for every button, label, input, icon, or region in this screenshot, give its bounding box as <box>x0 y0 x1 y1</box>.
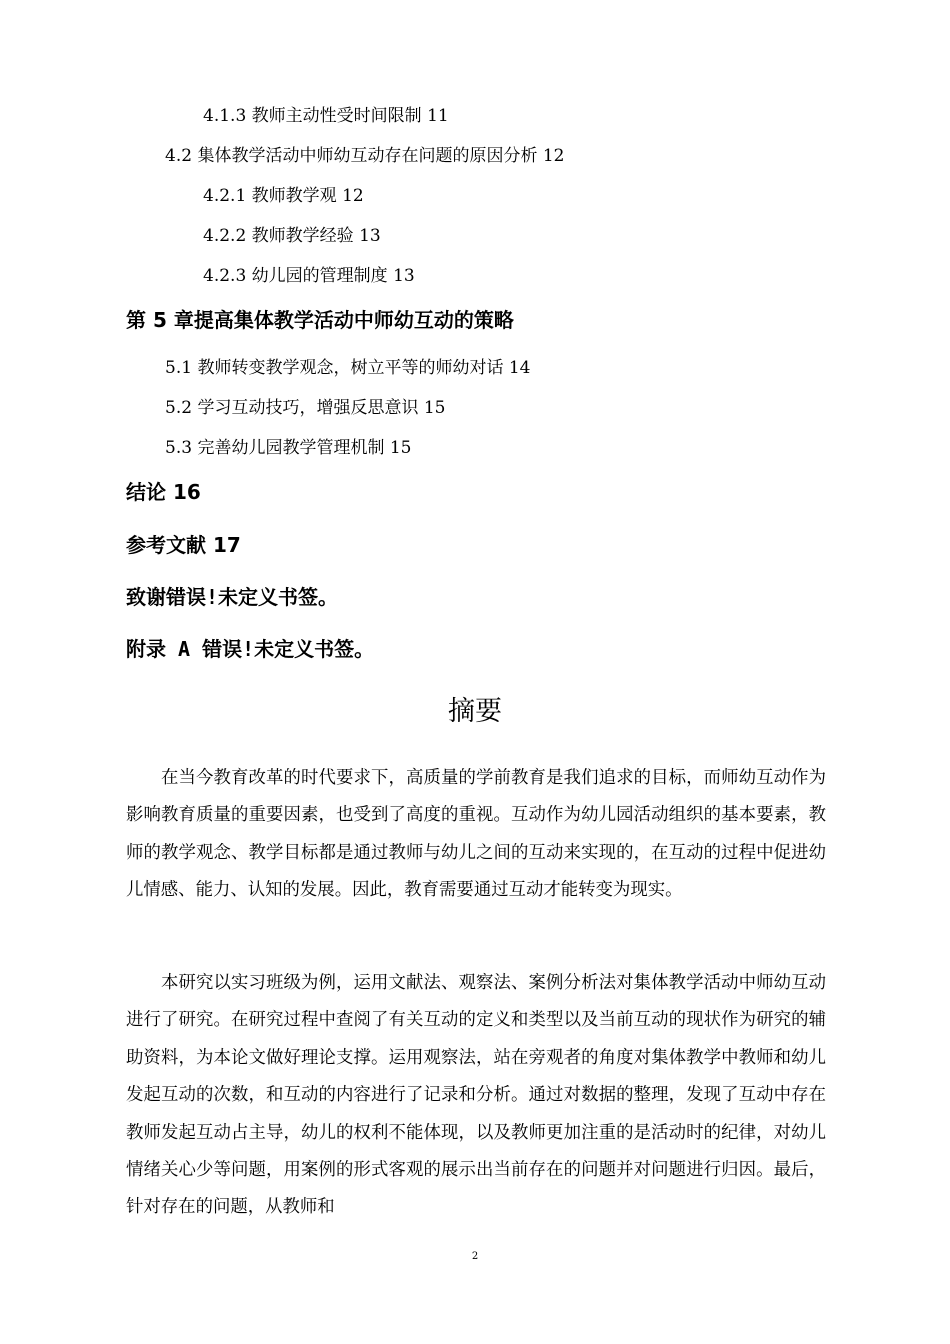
toc-appendix-a: 附录 A 错误!未定义书签。 <box>126 637 375 661</box>
toc-item-5-1: 5.1 教师转变教学观念，树立平等的师幼对话 14 <box>165 358 531 378</box>
toc-item-4-2-1: 4.2.1 教师教学观 12 <box>203 186 364 206</box>
toc-acknowledgements: 致谢错误!未定义书签。 <box>126 585 339 609</box>
toc-item-4-2: 4.2 集体教学活动中师幼互动存在问题的原因分析 12 <box>165 146 565 166</box>
toc-item-4-1-3: 4.1.3 教师主动性受时间限制 11 <box>203 106 449 126</box>
abstract-paragraph-1: 在当今教育改革的时代要求下，高质量的学前教育是我们追求的目标，而师幼互动作为影响教育质量的重要因素，也受到了高度的重视。互动作为幼儿园活动组织的基本要素，教师的教学观念、教学目标都是通过教师与幼儿之间的互动来实现的，在互动的过程中促进幼儿情感、能力、认知的发展。因此，教育需要通过互动才能转变为现实。 <box>126 768 826 901</box>
toc-conclusion: 结论 16 <box>126 480 201 504</box>
toc-chapter-5: 第 5 章提高集体教学活动中师幼互动的策略 <box>126 308 514 332</box>
toc-item-5-3: 5.3 完善幼儿园教学管理机制 15 <box>165 438 412 458</box>
toc-item-5-2: 5.2 学习互动技巧，增强反思意识 15 <box>165 398 446 418</box>
page-number: 2 <box>471 1251 479 1262</box>
abstract-paragraph-2: 本研究以实习班级为例，运用文献法、观察法、案例分析法对集体教学活动中师幼互动进行了研究。在研究过程中查阅了有关互动的定义和类型以及当前互动的现状作为研究的辅助资料，为本论文做好理论支撑。运用观察法，站在旁观者的角度对集体教学中教师和幼儿发起互动的次数，和互动的内容进行了记录和分析。通过对数据的整理，发现了互动中存在教师发起互动占主导，幼儿的权利不能体现，以及教师更加注重的是活动时的纪律，对幼儿情绪关心少等问题，用案例的形式客观的展示出当前存在的问题并对问题进行归因。最后，针对存在的问题，从教师和 <box>126 973 826 1218</box>
toc-references: 参考文献 17 <box>126 533 241 557</box>
abstract-title: 摘要 <box>448 696 502 727</box>
toc-item-4-2-3: 4.2.3 幼儿园的管理制度 13 <box>203 266 415 286</box>
toc-item-4-2-2: 4.2.2 教师教学经验 13 <box>203 226 381 246</box>
